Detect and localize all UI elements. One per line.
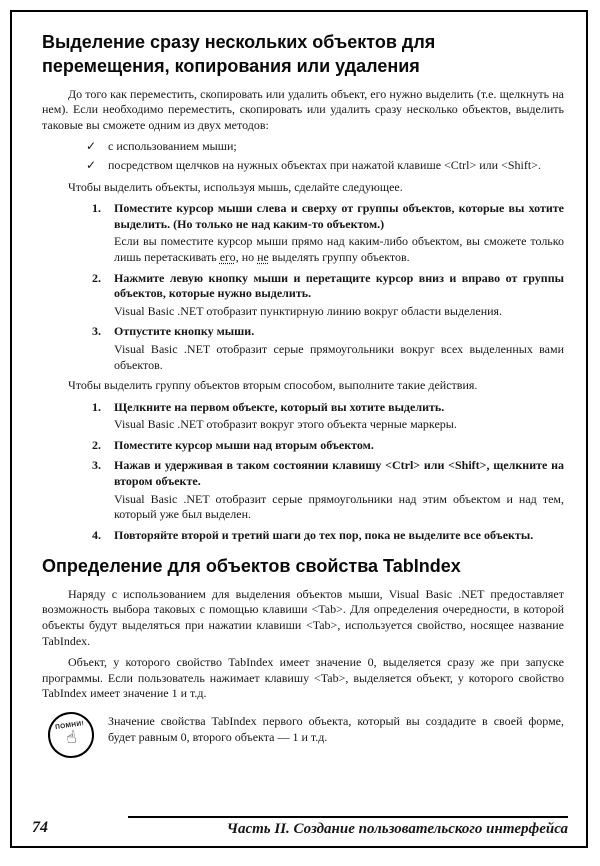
step-body: Visual Basic .NET отобразит вокруг этого объекта черные маркеры. xyxy=(114,417,457,432)
checkmark-icon: ✓ xyxy=(86,157,97,172)
step-title: Щелкните на первом объекте, который вы хотите выделить. xyxy=(114,399,445,414)
step-body-text: выделять группу объектов. xyxy=(268,249,410,264)
remember-stamp-icon xyxy=(45,709,97,761)
step-title: Нажмите левую кнопку мыши и перетащите курсор вниз и вправо от группы объектов, которые нужно выделить. xyxy=(114,270,564,301)
step-body: Visual Basic .NET отобразит серые прямоугольники вокруг всех выделенных вами объектов. xyxy=(114,341,564,372)
page-number: 74 xyxy=(32,819,48,836)
step-body: Visual Basic .NET отобразит серые прямоугольники над этим объектом и над тем, который уже был выделен. xyxy=(114,491,564,522)
mouse-lead-paragraph: Чтобы выделить объекты, используя мышь, сделайте следующее. xyxy=(68,179,403,194)
pointing-finger-icon: ☝ xyxy=(64,727,78,749)
emphasized-word: его xyxy=(219,249,236,264)
checkmark-icon: ✓ xyxy=(86,139,97,154)
step-body-text: , но xyxy=(235,249,258,264)
step-number: 3. xyxy=(92,324,101,339)
remember-note xyxy=(42,712,564,758)
page-footer xyxy=(32,816,568,838)
second-method-lead-paragraph: Чтобы выделить группу объектов вторым способом, выполните такие действия. xyxy=(68,378,478,393)
section1-title: Выделение сразу нескольких объектов для перемещения, копирования или удаления xyxy=(42,32,436,77)
step-number: 2. xyxy=(92,437,101,452)
step-number: 4. xyxy=(92,527,101,542)
emphasized-word: не xyxy=(257,249,269,264)
step-number: 3. xyxy=(92,458,101,473)
step-title: Поместите курсор мыши слева и сверху от группы объектов, которые вы хотите выделить. (Но только не над каким-то объектом.) xyxy=(114,201,564,231)
step-title: Нажав и удерживая в таком состоянии клавишу <Ctrl> или <Shift>, щелкните на втором объекте. xyxy=(114,458,564,489)
bullet-text: посредством щелчков на нужных объектах при нажатой клавише <Ctrl> или <Shift>. xyxy=(108,157,541,172)
step-body: Visual Basic .NET отобразит пунктирную линию вокруг области выделения. xyxy=(114,303,503,318)
step-number: 2. xyxy=(92,270,101,285)
step-item xyxy=(42,324,564,373)
section2-paragraph-2: Объект, у которого свойство TabIndex имеет значение 0, выделяется сразу же при запуске программы. Если пользователь нажимает клавишу <Tab>, выделяется объект, у которого свойство TabIndex имеет значение 1 и т.д. xyxy=(42,655,564,701)
step-item xyxy=(42,438,564,454)
step-body-text: Если вы поместите курсор мыши прямо над каким-либо объектом, вы сможете только лишь перетаскивать xyxy=(114,234,564,264)
step-item xyxy=(42,271,564,320)
bullet-item xyxy=(42,139,564,155)
method-bullet-list xyxy=(42,139,564,173)
step-item xyxy=(42,400,564,433)
step-item xyxy=(42,528,564,544)
step-title: Повторяйте второй и третий шаги до тех пор, пока не выделите все объекты. xyxy=(114,527,534,542)
note-text: Значение свойства TabIndex первого объекта, который вы создадите в своей форме, будет равным 0, второго объекта — 1 и т.д. xyxy=(108,713,564,744)
step-title: Отпустите кнопку мыши. xyxy=(114,324,255,339)
step-number: 1. xyxy=(92,399,101,414)
step-body xyxy=(114,234,564,265)
step-number: 1. xyxy=(92,201,101,216)
bullet-item xyxy=(42,158,564,174)
step-title: Поместите курсор мыши над вторым объектом. xyxy=(114,437,374,452)
page-content xyxy=(42,30,564,758)
section2-title: Определение для объектов свойства TabIndex xyxy=(42,556,461,577)
page-border-frame xyxy=(10,10,588,848)
remember-stamp-label: ПОМНИ! xyxy=(54,720,85,732)
section2-paragraph-1: Наряду с использованием для выделения объектов мыши, Visual Basic .NET предоставляет возможность выбора таковых с помощью клавиши <Tab>. Для определения очередности, в которой объекты будут выделяться при нажатии клавиши <Tab>, используется свойство, носящее название TabIndex. xyxy=(42,586,564,648)
step-item xyxy=(42,201,564,265)
bullet-text: с использованием мыши; xyxy=(108,139,237,154)
section1-intro: До того как переместить, скопировать или удалить объект, его нужно выделить (т.е. щелкнуть на нем). Если необходимо переместить, скопировать или удалить сразу несколько объектов, выделить таковые вы сможете одним из двух методов: xyxy=(42,86,564,132)
footer-chapter-title: Часть II. Создание пользовательского интерфейса xyxy=(128,816,568,838)
step-item xyxy=(42,458,564,522)
